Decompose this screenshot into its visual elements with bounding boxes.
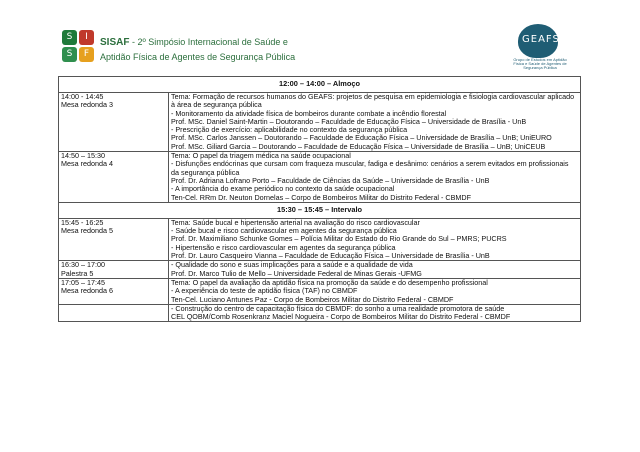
session-time-cell (59, 261, 169, 279)
lunch-break: 12:00 – 14:00 – Almoço (59, 77, 581, 93)
session-content (169, 152, 581, 203)
session-time: 14:50 – 15:30 (61, 151, 105, 161)
session-line: - Saúde bucal e risco cardiovascular em agentes da segurança pública (171, 226, 397, 236)
session-line: - A experiência do teste de aptidão física (TAF) no CBMDF (171, 286, 358, 296)
session-label: Mesa redonda 3 (61, 100, 113, 110)
session-label: Mesa redonda 6 (61, 286, 113, 296)
break-row (59, 202, 581, 218)
session-content (169, 261, 581, 279)
logo-tile-bike-icon: S (62, 47, 77, 62)
session-label: Palestra 5 (61, 268, 94, 278)
session-line: Prof. Dr. Marco Tulio de Mello – Universidade Federal de Minas Gerais -UFMG (171, 268, 422, 278)
session-content (169, 278, 581, 304)
session-time: 14:00 - 14:45 (61, 92, 104, 101)
session-time: 17:05 – 17:45 (61, 277, 105, 287)
session-row (59, 152, 581, 203)
session-row (59, 93, 581, 152)
session-line: Prof. MSc. Giliard Garcia – Doutorando – Faculdade de Educação Física – Universidade de Brasília – UnB; UniCEUB (171, 141, 546, 151)
session-line: - Construção do centro de capacitação física do CBMDF: do sonho a uma realidade promotora de saúde (171, 303, 505, 313)
session-line: Tema: Saúde bucal e hipertensão arterial na avaliação do risco cardiovascular (171, 217, 420, 227)
schedule-table (58, 76, 581, 322)
session-line: Prof. Dr. Lauro Casqueiro Vianna – Faculdade de Educação Física – Universidade de Brasília - UnB (171, 251, 490, 261)
session-line: Prof. Dr. Maximiliano Schunke Gomes – Polícia Militar do Estado do Rio Grande do Sul – PMRS; PUCRS (171, 234, 507, 244)
session-line: - Hipertensão e risco cardiovascular em agentes da segurança pública (171, 242, 396, 252)
session-row (59, 218, 581, 260)
event-title-line2: Aptidão Física de Agentes de Segurança Pública (100, 52, 296, 62)
document-header (0, 0, 640, 74)
break-row (59, 77, 581, 93)
session-line: Tema: O papel da avaliação da aptidão física na promoção da saúde e do desempenho profissional (171, 277, 488, 287)
session-line: Prof. Dr. Adriana Lofrano Porto – Faculdade de Ciências da Saúde – Universidade de Brasília - UnB (171, 175, 490, 185)
session-line: CEL QOBM/Comb Rosenkranz Maciel Nogueira - Corpo de Bombeiros Militar do Distrito Federal - CBMDF (171, 312, 511, 322)
session-time-cell (59, 93, 169, 152)
session-row (59, 261, 581, 279)
session-line: - Qualidade do sono e suas implicações para a saúde e a qualidade de vida (171, 260, 413, 270)
session-line: - Disfunções endócrinas que cursam com fraqueza muscular, fadiga e desânimo: cenários a serem evitados em profissionais (171, 159, 569, 169)
session-line: Ten-Cel. RRm Dr. Neuton Dornelas – Corpo de Bombeiros Militar do Distrito Federal - CBMDF (171, 192, 471, 202)
session-time-cell (59, 218, 169, 260)
event-brand: SISAF (100, 37, 130, 48)
session-line: Prof. MSc. Daniel Saint-Martin – Doutorando – Faculdade de Educação Física – Universidade de Brasília - UnB (171, 116, 527, 126)
session-line: da segurança pública (171, 167, 240, 177)
event-title-line1: SISAF - 2º Simpósio Internacional de Saúde e (100, 37, 288, 48)
geafs-caption: Grupo de Estudos em Aptidão Física e Saúde de Agentes de Segurança Pública (513, 57, 567, 70)
session-row (59, 278, 581, 304)
session-line: Tema: Formação de recursos humanos do GEAFS: projetos de pesquisa em epidemiologia e fisiologia cardiovascular aplicado (171, 92, 575, 101)
geafs-name: GEAFS (522, 34, 560, 45)
sisaf-logo (62, 30, 98, 66)
session-line: - A importância do exame periódico no contexto da saúde ocupacional (171, 184, 395, 194)
logo-tile-runner-icon: S (62, 30, 77, 45)
session-label: Mesa redonda 4 (61, 159, 113, 169)
session-line: Tema: O papel da triagem médica na saúde ocupacional (171, 151, 351, 161)
logo-tile-shield-icon: I (79, 30, 94, 45)
interval-break: 15:30 – 15:45 – Intervalo (59, 202, 581, 218)
session-time: 16:30 – 17:00 (61, 260, 105, 270)
session-line: à área de segurança pública (171, 100, 262, 110)
session-line: Ten-Cel. Luciano Antunes Paz - Corpo de Bombeiros Militar do Distrito Federal - CBMDF (171, 294, 454, 304)
session-content (169, 93, 581, 152)
logo-tile-heart-icon: F (79, 47, 94, 62)
session-time-cell (59, 278, 169, 304)
session-line: - Prescrição de exercício: aplicabilidade no contexto da segurança pública (171, 125, 408, 135)
session-line: Prof. MSc. Carlos Janssen – Doutorando – Faculdade de Educação Física – Universidade de Brasília – UnB; UniEURO (171, 133, 552, 143)
session-label: Mesa redonda 5 (61, 226, 113, 236)
session-time: 15:45 - 16:25 (61, 217, 104, 227)
session-content (169, 218, 581, 260)
geafs-logo (510, 24, 570, 68)
session-time-cell-empty (59, 304, 169, 322)
session-time-cell (59, 152, 169, 203)
session-row (59, 304, 581, 322)
session-content (169, 304, 581, 322)
session-line: - Monitoramento da atividade física de bombeiros durante combate a incêndio florestal (171, 108, 447, 118)
